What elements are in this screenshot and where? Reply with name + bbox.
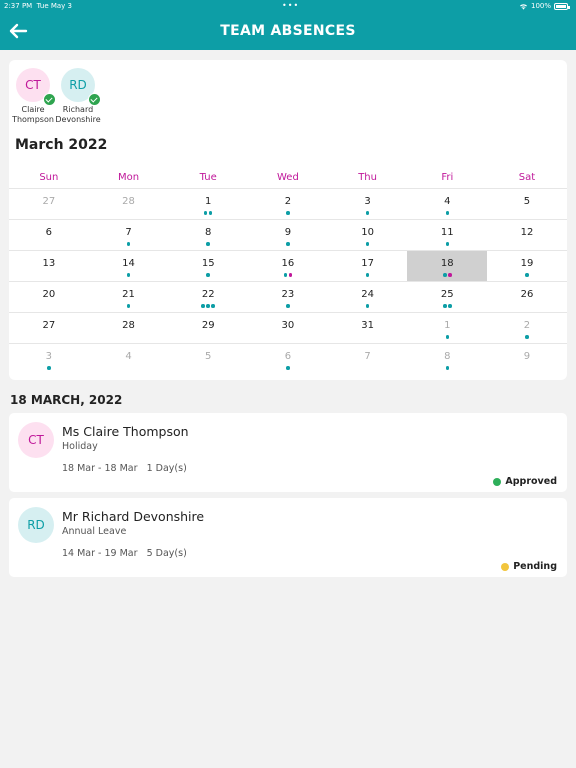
calendar-day[interactable] [407,282,487,312]
day-number: 28 [122,320,135,331]
calendar-day[interactable] [248,251,328,281]
absence-dot-icon [286,304,290,308]
calendar-day[interactable] [168,282,248,312]
day-number: 9 [284,227,292,238]
day-number: 1 [205,196,212,207]
absence-dot-icon [47,366,51,370]
absence-indicator [248,304,328,308]
day-number: 25 [440,289,454,300]
absence-dot-icon [206,304,210,308]
status-right [519,2,568,10]
absence-indicator [168,304,248,308]
status-dot-icon [493,478,501,486]
absence-indicator [168,242,248,246]
month-label: March 2022 [15,137,108,153]
absence-indicator [89,242,169,246]
absence-dot-icon [443,273,447,277]
calendar-day[interactable] [89,220,169,250]
day-number: 18 [440,258,454,269]
calendar-day[interactable] [328,189,408,219]
calendar-day[interactable] [487,344,567,374]
day-number: 5 [523,196,531,207]
status-badge [501,561,557,572]
weekday-label: Wed [277,172,299,183]
day-number: 2 [284,196,292,207]
absence-dot-icon [446,335,450,339]
calendar-day-selected[interactable] [407,251,487,281]
calendar-day[interactable] [487,251,567,281]
calendar-day[interactable] [407,344,487,374]
day-number: 3 [45,351,53,362]
calendar-day[interactable] [487,189,567,219]
absence-indicator [248,366,328,370]
absence-dot-icon [127,242,131,246]
absence-dot-icon [366,304,370,308]
status-dot-icon [501,563,509,571]
check-icon [88,93,101,106]
absence-dot-icon [286,242,290,246]
day-number: 10 [361,227,374,238]
avatar-initials: CT [25,78,41,92]
calendar-day[interactable] [487,220,567,250]
calendar-day[interactable] [89,189,169,219]
day-number: 31 [361,320,374,331]
selected-date-heading: 18 MARCH, 2022 [10,393,123,407]
day-number: 2 [523,320,531,331]
absence-dot-icon [446,242,450,246]
absence-dot-icon [286,366,290,370]
day-number: 5 [205,351,212,362]
calendar-day[interactable] [248,189,328,219]
avatar [61,68,95,102]
absence-dot-icon [525,273,529,277]
calendar-day[interactable] [89,344,169,374]
absence-indicator [248,211,328,215]
absence-indicator [407,211,487,215]
battery-percent: 100% [530,2,551,10]
absence-indicator [407,304,487,308]
avatar-initials: RD [69,78,87,92]
team-member-claire[interactable] [9,68,57,125]
day-number: 16 [281,258,295,269]
day-number: 28 [122,196,135,207]
calendar-day[interactable] [248,313,328,343]
day-number: 3 [364,196,371,207]
day-number: 29 [201,320,215,331]
absence-dot-icon [206,242,210,246]
absence-dot-icon [284,273,288,277]
weekday-label: Sat [518,172,536,183]
absence-indicator [9,366,89,370]
absence-dot-icon [289,273,293,277]
calendar-card [9,60,567,380]
absence-dot-icon [448,273,452,277]
absence-indicator [487,273,567,277]
calendar-day[interactable] [9,220,89,250]
calendar-day[interactable] [89,251,169,281]
absence-card-claire[interactable] [9,413,567,492]
absence-person-name: Mr Richard Devonshire [62,509,205,524]
calendar-day[interactable] [168,313,248,343]
absence-dot-icon [209,211,213,215]
weekday-label: Fri [441,172,454,183]
day-number: 20 [42,289,56,300]
absence-dot-icon [443,304,447,308]
calendar-day[interactable] [407,220,487,250]
absence-dot-icon [448,304,452,308]
absence-dot-icon [525,335,529,339]
day-number: 7 [125,227,132,238]
day-number: 6 [284,351,292,362]
day-number: 8 [444,351,451,362]
status-time: 2:37 PM Tue May 3 [4,2,73,10]
calendar-week-row [9,219,567,250]
calendar-day[interactable] [328,344,408,374]
calendar-day[interactable] [89,313,169,343]
absence-indicator [328,304,408,308]
wifi-icon [519,3,528,10]
avatar: CT [18,422,54,458]
app-header [0,0,576,50]
absence-dot-icon [211,304,215,308]
day-number: 8 [205,227,212,238]
day-number: 27 [42,196,56,207]
absence-leave-type: Annual Leave [62,526,127,537]
calendar-day[interactable] [9,344,89,374]
absence-leave-type: Holiday [62,441,98,452]
day-number: 23 [281,289,295,300]
calendar-day[interactable] [248,282,328,312]
day-number: 24 [361,289,374,300]
calendar-weeks [9,188,567,374]
absence-person-name: Ms Claire Thompson [62,424,189,439]
page-title: TEAM ABSENCES [220,23,356,39]
calendar-day[interactable] [407,189,487,219]
absence-dot-icon [206,273,210,277]
day-number: 1 [444,320,451,331]
day-number: 4 [444,196,451,207]
calendar-day[interactable] [248,220,328,250]
weekday-label: Thu [358,172,377,183]
calendar-day[interactable] [248,344,328,374]
absence-dot-icon [446,366,450,370]
calendar-grid [9,168,567,374]
absence-indicator [168,273,248,277]
member-name: Claire Thompson [12,105,54,124]
day-number: 11 [440,227,454,238]
absence-dates: 18 Mar - 18 Mar 1 Day(s) [62,463,187,474]
calendar-day[interactable] [487,313,567,343]
day-number: 26 [520,289,534,300]
calendar-week-row [9,312,567,343]
calendar-day[interactable] [9,251,89,281]
day-number: 15 [201,258,215,269]
calendar-day[interactable] [407,313,487,343]
absence-indicator [89,273,169,277]
absence-indicator [248,242,328,246]
weekday-label: Tue [199,172,217,183]
weekday-label: Mon [117,172,140,183]
absence-dates: 14 Mar - 19 Mar 5 Day(s) [62,548,187,559]
calendar-day[interactable] [168,189,248,219]
day-number: 7 [364,351,371,362]
calendar-day[interactable] [9,282,89,312]
calendar-week-row [9,281,567,312]
calendar-day[interactable] [328,251,408,281]
absence-indicator [407,366,487,370]
calendar-week-row [9,188,567,219]
day-number: 30 [281,320,295,331]
team-member-richard[interactable] [54,68,102,125]
absence-indicator [407,242,487,246]
absence-dot-icon [446,211,450,215]
day-number: 21 [122,289,135,300]
day-number: 4 [125,351,132,362]
absence-dot-icon [204,211,208,215]
day-number: 17 [361,258,374,269]
multitask-dots[interactable]: ••• [282,1,300,10]
battery-icon [554,3,568,10]
day-number: 14 [122,258,135,269]
status-bar [0,0,576,12]
calendar-day[interactable] [9,313,89,343]
day-number: 22 [201,289,215,300]
avatar: RD [18,507,54,543]
day-number: 27 [42,320,56,331]
absence-dot-icon [201,304,205,308]
calendar-day[interactable] [487,282,567,312]
absence-dot-icon [366,242,370,246]
absence-dot-icon [366,273,370,277]
day-number: 9 [523,351,531,362]
day-number: 12 [520,227,534,238]
day-number: 19 [520,258,534,269]
weekday-label: Sun [39,172,59,183]
status-label: Pending [513,561,557,572]
calendar-day[interactable] [328,220,408,250]
absence-dot-icon [127,273,131,277]
day-number: 13 [42,258,56,269]
avatar [16,68,50,102]
calendar-day[interactable] [168,344,248,374]
absence-indicator [248,273,328,277]
calendar-day[interactable] [168,220,248,250]
member-name: Richard Devonshire [55,105,101,124]
absence-dot-icon [286,211,290,215]
day-number: 6 [45,227,53,238]
absence-dot-icon [366,211,370,215]
weekday-header [9,168,567,188]
absence-card-richard[interactable] [9,498,567,577]
absence-indicator [328,242,408,246]
calendar-day[interactable] [328,313,408,343]
absence-dot-icon [127,304,131,308]
calendar-day[interactable] [9,189,89,219]
absence-indicator [487,335,567,339]
calendar-week-row [9,343,567,374]
calendar-week-row [9,250,567,281]
absence-indicator [89,304,169,308]
status-label: Approved [505,476,557,487]
absence-indicator [168,211,248,215]
calendar-day[interactable] [168,251,248,281]
absence-indicator [407,335,487,339]
calendar-day[interactable] [328,282,408,312]
absence-indicator [328,273,408,277]
absence-indicator [328,211,408,215]
status-badge [493,476,557,487]
absence-indicator [407,273,487,277]
calendar-day[interactable] [89,282,169,312]
